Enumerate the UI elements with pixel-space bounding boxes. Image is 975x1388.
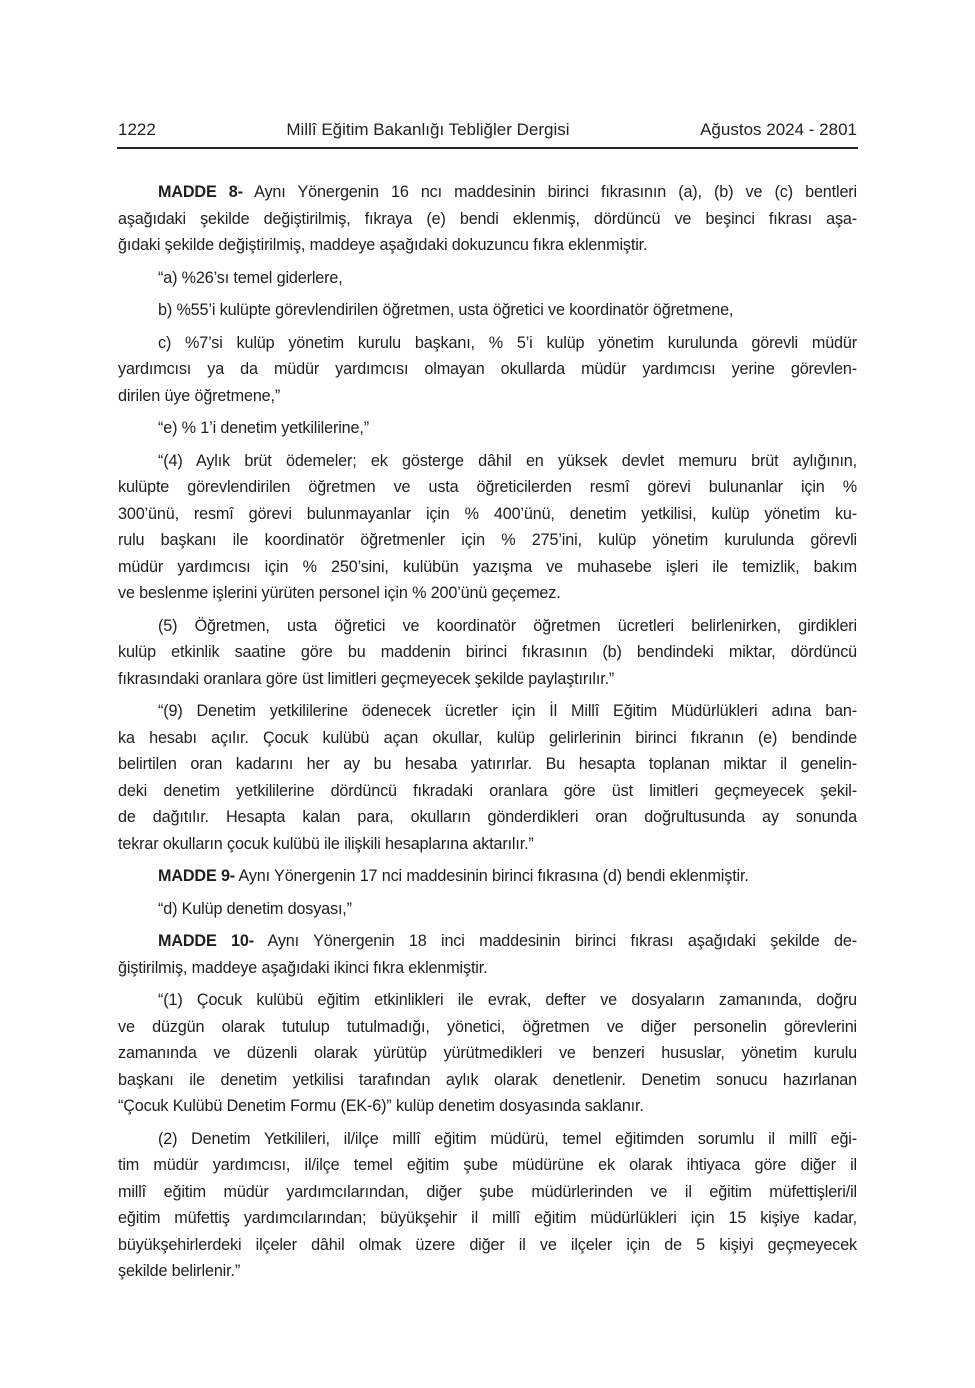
paragraph-bent-c <box>118 330 857 410</box>
text-line: MADDE 10- Aynı Yönergenin 18 inci maddesinin birinci fıkrası aşağıdaki şekilde de- <box>158 932 857 950</box>
paragraph-bent-d <box>118 896 857 923</box>
text-line: aşağıdaki şekilde değiştirilmiş, fıkraya (e) bendi eklenmiş, dördüncü ve beşinci fıkrası aşa- <box>118 209 857 228</box>
text-line: büyükşehirlerdeki ilçeler dâhil olmak üzere diğer il ve ilçeler için de 5 kişiyi geçmeyecek <box>118 1235 857 1254</box>
page-number: 1222 <box>118 120 156 139</box>
text-line: de dağıtılır. Hesapta kalan para, okulların gönderdikleri oran doğrultusunda ay sonunda <box>118 808 857 826</box>
text-line: ğıdaki şekilde değiştirilmiş, maddeye aşağıdaki dokuzuncu fıkra eklenmiştir. <box>118 236 648 254</box>
text-line: kulüp etkinlik saatine göre bu maddenin birinci fıkrasının (b) bendindeki miktar, dördüncü <box>118 643 857 661</box>
text-line: c) %7’si kulüp yönetim kurulu başkanı, % 5’i kulüp yönetim kurulunda görevli müdür <box>158 333 857 352</box>
header-rule <box>117 147 858 149</box>
text-line: kulüpte görevlendirilen öğretmen ve usta öğreticilerden resmî görevi bulunanlar için % <box>118 478 857 496</box>
text-line: ğiştirilmiş, maddeye aşağıdaki ikinci fıkra eklenmiştir. <box>118 958 488 977</box>
text-line: fıkrasındaki oranlara göre üst limitleri geçmeyecek şekilde paylaştırılır.” <box>118 669 615 688</box>
text-line: zamanında ve düzenli olarak yürütüp yürütmedikleri ve benzeri hususlar, yönetim kurulu <box>118 1044 857 1062</box>
text-line: belirtilen oran kadarını her ay bu hesaba yatırırlar. Bu hesapta toplanan miktar il genelin- <box>118 755 857 773</box>
text-line: deki denetim yetkililerine dördüncü fıkradaki oranlara göre üst limitleri geçmeyecek şekil- <box>118 781 857 800</box>
text-line: dirilen üye öğretmene,” <box>118 386 281 405</box>
issue-label: Ağustos 2024 - 2801 <box>700 120 857 139</box>
text-line: ve düzgün olarak tutulup tutulmadığı, yönetici, öğretmen ve diğer personelin görevlerini <box>118 1017 857 1036</box>
paragraph-bent-b <box>118 297 857 324</box>
paragraph-madde-9 <box>118 863 857 890</box>
paragraph-fikra-1 <box>118 987 857 1120</box>
text-line: “Çocuk Kulübü Denetim Formu (EK-6)” kulüp denetim dosyasında saklanır. <box>118 1097 644 1115</box>
paragraph-fikra-9 <box>118 698 857 857</box>
text-line: 300’ünü, resmî görevi bulunmayanlar için % 400’ünü, denetim yetkilisi, kulüp yönetim ku- <box>118 504 857 523</box>
text-line: b) %55’i kulüpte görevlendirilen öğretmen, usta öğretici ve koordinatör öğretmene, <box>158 301 734 319</box>
paragraph-bent-a <box>118 265 857 292</box>
text-line: müdür yardımcısı için % 250’sini, kulübün yazışma ve muhasebe işleri ile temizlik, bakım <box>118 557 857 576</box>
paragraph-fikra-5 <box>118 613 857 693</box>
text-line: şekilde belirlenir.” <box>118 1262 241 1280</box>
page-header <box>118 120 857 140</box>
article-label: MADDE 8- <box>158 183 243 201</box>
text-line: tim müdür yardımcısı, il/ilçe temel eğitim şube müdürüne ek olarak ihtiyaca göre diğer il <box>118 1156 857 1174</box>
paragraph-fikra-4 <box>118 448 857 607</box>
article-label: MADDE 10- <box>158 932 254 950</box>
text-line: eğitim müfettiş yardımcılarından; büyükşehir il millî eğitim müdürlükleri için 15 kişiye kadar, <box>118 1209 857 1227</box>
paragraph-fikra-2 <box>118 1126 857 1285</box>
paragraph-madde-8 <box>118 179 857 259</box>
text-line: millî eğitim müdür yardımcılarından, diğer şube müdürlerinden ve il eğitim müfettişleri/il <box>118 1182 857 1201</box>
text-line: “e) % 1’i denetim yetkililerine,” <box>158 419 369 437</box>
text-line: MADDE 8- Aynı Yönergenin 16 ncı maddesinin birinci fıkrasının (a), (b) ve (c) bentleri <box>158 183 857 201</box>
text-line: (5) Öğretmen, usta öğretici ve koordinatör öğretmen ücretleri belirlenirken, girdikleri <box>158 616 857 635</box>
article-label: MADDE 9- <box>158 867 236 885</box>
text-line: (2) Denetim Yetkilileri, il/ilçe millî eğitim müdürü, temel eğitimden sorumlu il millî eği- <box>158 1129 857 1148</box>
text-line: MADDE 9- Aynı Yönergenin 17 nci maddesinin birinci fıkrasına (d) bendi eklenmiştir. <box>158 867 749 885</box>
text-line: tekrar okulların çocuk kulübü ile ilişkili hesaplarına aktarılır.” <box>118 834 534 853</box>
text-line: “d) Kulüp denetim dosyası,” <box>158 899 352 918</box>
paragraph-madde-10 <box>118 928 857 981</box>
text-line: ve beslenme işlerini yürüten personel için % 200’ünü geçemez. <box>118 584 561 602</box>
text-line: yardımcısı ya da müdür yardımcısı olmayan okullarda müdür yardımcısı yerine görevlen- <box>118 360 857 378</box>
text-line: “(4) Aylık brüt ödemeler; ek gösterge dâhil en yüksek devlet memuru brüt aylığının, <box>158 451 857 470</box>
text-line: “a) %26’sı temel giderlere, <box>158 268 343 287</box>
document-body <box>118 179 857 1285</box>
text-line: “(9) Denetim yetkililerine ödenecek ücretler için İl Millî Eğitim Müdürlükleri adına ban- <box>158 702 857 720</box>
journal-title: Millî Eğitim Bakanlığı Tebliğler Dergisi <box>286 120 570 139</box>
text-line: “(1) Çocuk kulübü eğitim etkinlikleri ile evrak, defter ve dosyaların zamanında, doğru <box>158 991 857 1009</box>
text-line: ka hesabı açılır. Çocuk kulübü açan okullar, kulüp gelirlerinin birinci fıkranın (e) bendinde <box>118 728 857 747</box>
text-line: rulu başkanı ile koordinatör öğretmenler için % 275’ini, kulüp yönetim kurulunda görevli <box>118 531 857 549</box>
paragraph-bent-e <box>118 415 857 442</box>
text-line: başkanı ile denetim yetkilisi tarafından aylık olarak denetlenir. Denetim sonucu hazırlanan <box>118 1070 857 1089</box>
